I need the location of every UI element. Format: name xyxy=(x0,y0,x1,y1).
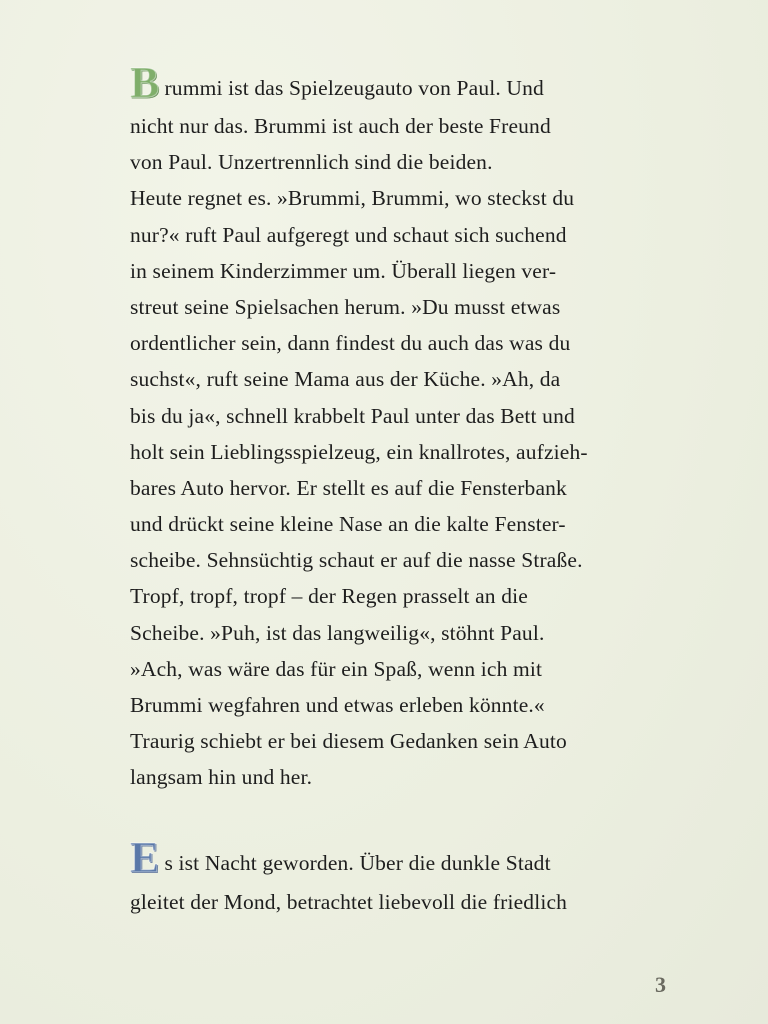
text-line: Traurig schiebt er bei diesem Gedanken sein Auto xyxy=(130,729,567,754)
drop-cap-e: E xyxy=(130,833,160,882)
text-line: bares Auto hervor. Er stellt es auf die Fensterbank xyxy=(130,475,567,500)
text-line: gleitet der Mond, betrachtet liebevoll die friedlich xyxy=(130,890,568,914)
text-line: »Ach, was wäre das für ein Spaß, wenn ich mit xyxy=(130,656,543,681)
text-line: suchst«, ruft seine Mama aus der Küche. »Ah, da xyxy=(130,367,561,392)
text-line: nicht nur das. Brummi ist auch der beste Freund xyxy=(130,114,551,138)
text-line: von Paul. Unzertrennlich sind die beiden. xyxy=(130,150,493,175)
paragraph-2 xyxy=(130,832,710,920)
text-line: Scheibe. »Puh, ist das langweilig«, stöhnt Paul. xyxy=(130,620,545,645)
line-text: rummi ist das Spielzeugauto von Paul. Und xyxy=(164,76,544,100)
text-line: in seinem Kinderzimmer um. Überall liegen ver- xyxy=(130,258,557,283)
text-line: und drückt seine kleine Nase an die kalte Fenster- xyxy=(130,512,566,537)
text-line: langsam hin und her. xyxy=(130,765,313,790)
line-text: s ist Nacht geworden. Über die dunkle Stadt xyxy=(164,851,551,875)
text-line: Brummi wegfahren und etwas erleben könnte.« xyxy=(130,693,545,717)
text-line xyxy=(130,58,710,108)
text-line: nur?« ruft Paul aufgeregt und schaut sich suchend xyxy=(130,222,567,247)
drop-cap-b: B xyxy=(130,58,160,107)
text-line: streut seine Spielsachen herum. »Du musst etwas xyxy=(130,294,561,319)
text-line: Heute regnet es. »Brummi, Brummi, wo steckst du xyxy=(130,186,575,211)
paragraph-1 xyxy=(130,58,710,796)
text-line: scheibe. Sehnsüchtig schaut er auf die nasse Straße. xyxy=(130,548,583,573)
text-line: Tropf, tropf, tropf – der Regen prasselt an die xyxy=(130,584,528,609)
text-line: ordentlicher sein, dann findest du auch das was du xyxy=(130,331,571,356)
text-line xyxy=(130,832,710,884)
text-line: holt sein Lieblingsspielzeug, ein knallrotes, aufzieh- xyxy=(130,439,588,464)
page-number: 3 xyxy=(655,972,666,997)
text-line: bis du ja«, schnell krabbelt Paul unter das Bett und xyxy=(130,403,575,428)
